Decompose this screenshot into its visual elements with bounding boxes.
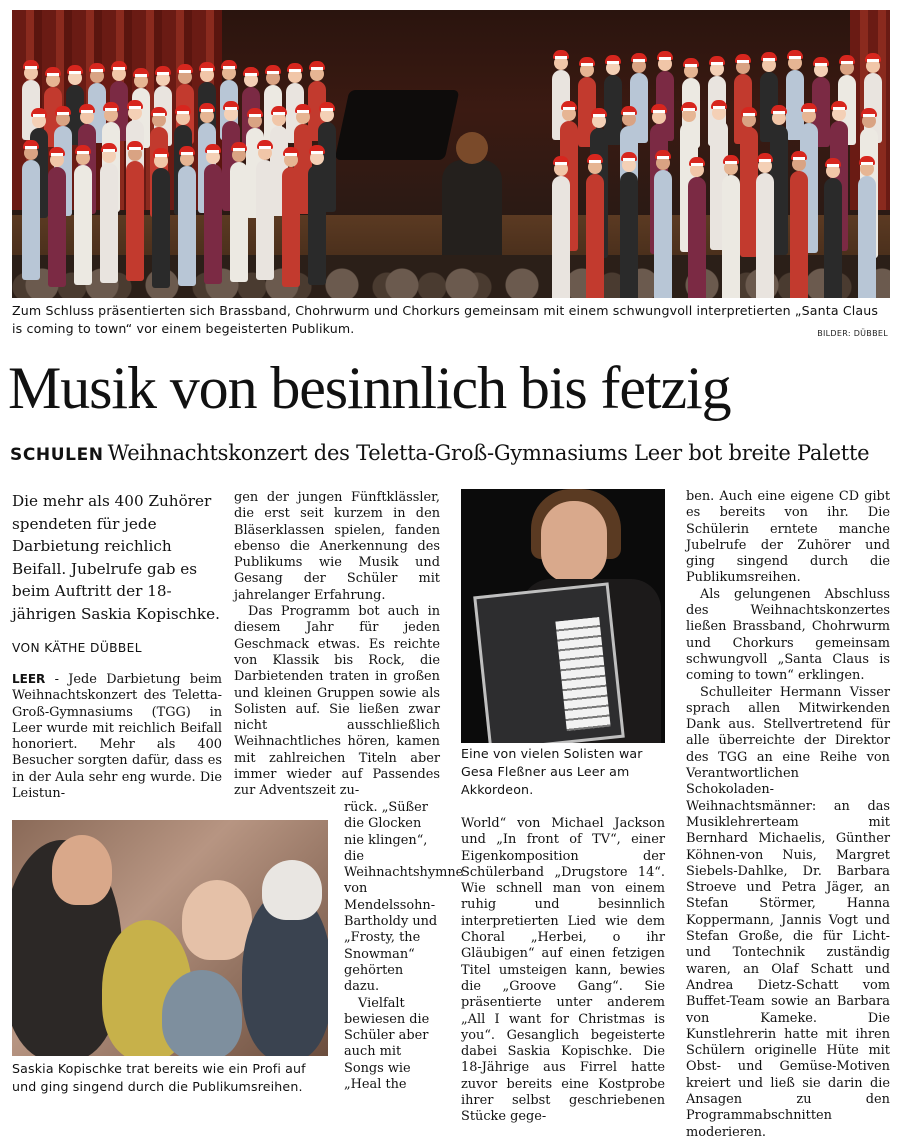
santa-hat-icon [791,151,807,160]
dateline-place: LEER [12,672,46,686]
subhead-text: Weihnachtskonzert des Teletta-Groß-Gymnasiums Leer bot breite Palette [107,441,870,465]
santa-hat-icon [657,51,673,60]
santa-hat-icon [67,65,83,74]
santa-hat-icon [231,142,247,151]
choir-singer [100,163,118,283]
santa-hat-icon [801,103,817,112]
article-column-2-continued [344,800,464,1093]
santa-hat-icon [199,103,215,112]
santa-hat-icon [49,147,65,156]
choir-singer [48,167,66,287]
santa-hat-icon [75,145,91,154]
santa-hat-icon [709,56,725,65]
grand-piano [335,90,460,160]
choir-singer [152,168,170,288]
santa-hat-icon [103,102,119,111]
column-2-paragraph-2: Das Programm bot auch in diesem Jahr für jeden Geschmack etwas. Es reichte von Klassik bis Rock, die Darbietenden traten in großen und kleinen Gruppen sowie als Solisten auf. Sie ließen zwar nicht ausschließlich Weihnachtliches hören, kamen mit zahlreichen Titeln aber immer wieder auf Passendes zur Adventszeit zu- [234,604,440,799]
column-4-paragraph-1: ben. Auch eine eigene CD gibt es bereits von ihr. Die Schülerin erntete manche Jubelrufe der Zuhörer und ging singend durch die Publikumsreihen. [686,489,890,586]
column-3-text: World“ von Michael Jackson und „In front of TV“, einer Eigenkomposition der Schülerband „Drugstore 14“. Wie schnell man von einem ruhig und besinnlich interpretierten Lied wie dem Choral „Herbei, o ihr Gläubigen“ auf einen fetzigen Titel umsteigen kann, bewies die „Groove Gang“. Sie präsentierte unter anderem „All I want for Christmas is you“. Gesanglich begeisterte dabei Saskia Kopischke. Die 18-Jährige aus Firrel hatte zuvor bereits eine Kostprobe ihrer selbst geschriebenen Stücke gege- [461,816,665,1125]
choir-singer [756,173,774,298]
santa-hat-icon [741,107,757,116]
choir-singer [308,165,326,285]
santa-hat-icon [683,58,699,67]
santa-hat-icon [553,156,569,165]
santa-hat-icon [621,106,637,115]
article-headline: Musik von besinnlich bis fetzig [8,355,731,421]
santa-hat-icon [23,60,39,69]
santa-hat-icon [631,53,647,62]
santa-hat-icon [101,143,117,152]
santa-hat-icon [127,100,143,109]
choir-singer [178,166,196,286]
santa-hat-icon [735,54,751,63]
santa-hat-icon [133,68,149,77]
santa-hat-icon [31,108,47,117]
santa-hat-icon [199,62,215,71]
santa-hat-icon [153,148,169,157]
santa-hat-icon [45,67,61,76]
choir-singer [620,172,638,298]
choir-singer [230,162,248,282]
santa-hat-icon [177,64,193,73]
choir-singer [654,170,672,298]
column-2-paragraph-1: gen der jungen Fünftklässler, die erst seit kurzem in den Bläserklassen spielen, fanden ebenso die Anerkennung des Publikums wie Musik und Gesang der Schüler mit jahrelanger Erfahrung. [234,490,440,603]
article-column-4 [686,489,890,1141]
choir-singer [256,160,274,280]
santa-hat-icon [257,140,273,149]
santa-hat-icon [155,66,171,75]
choir-singer [824,178,842,298]
santa-hat-icon [787,50,803,59]
singer-face [52,835,112,905]
audience-singer-photo [12,820,328,1056]
choir-singer [204,164,222,284]
santa-hat-icon [813,57,829,66]
santa-hat-icon [319,102,335,111]
subhead-kicker: SCHULEN [10,445,104,465]
choir-singer [688,177,706,298]
santa-hat-icon [831,101,847,110]
article-subhead [10,437,894,471]
photo-credit: BILDER: DÜBBEL [817,329,888,338]
santa-hat-icon [175,105,191,114]
santa-hat-icon [243,67,259,76]
accordion-soloist-photo [461,489,665,743]
santa-hat-icon [839,55,855,64]
article-byline: VON KÄTHE DÜBBEL [12,641,142,655]
santa-hat-icon [271,106,287,115]
choir-singer [74,165,92,285]
santa-hat-icon [651,104,667,113]
santa-hat-icon [79,104,95,113]
audience-photo-caption: Saskia Kopischke trat bereits wie ein Profi auf und ging singend durch die Publikumsreihen. [12,1061,306,1094]
choir-singer [552,176,570,298]
santa-hat-icon [179,146,195,155]
santa-hat-icon [309,145,325,154]
article-column-1 [12,671,222,802]
article-intro: Die mehr als 400 Zuhörer spendeten für jede Darbietung reichlich Beifall. Jubelrufe gab es beim Auftritt der 18-jährigen Saskia Kopischke. [12,492,220,623]
santa-hat-icon [579,57,595,66]
column-1-text: - Jede Darbietung beim Weihnachtskonzert des Teletta-Groß-Gymnasiums (TGG) in Leer wurde mit reichlich Beifall honoriert. Mehr als 400 Besucher sorgten dafür, dass es in der Aula sehr eng wurde. Die Leistun- [12,672,222,802]
santa-hat-icon [825,158,841,167]
santa-hat-icon [89,63,105,72]
article-column-3 [461,816,665,1126]
choir-singer [126,161,144,281]
santa-hat-icon [247,108,263,117]
santa-hat-icon [55,106,71,115]
choir-singer [282,167,300,287]
santa-hat-icon [689,157,705,166]
santa-hat-icon [265,65,281,74]
santa-hat-icon [723,155,739,164]
choir-singer [22,160,40,280]
soloist-face [541,501,607,583]
audience-member [162,970,242,1056]
column-4-paragraph-3: Schulleiter Hermann Visser sprach allen Mitwirkenden Dank aus. Stellvertretend für alle überreichte der Direktor des TGG an eine Reihe von Verantwortlichen Schokoladen-Weihnachtsmänner: an das Musiklehrerteam mit Bernhard Michaelis, Günther Köhnen-von Nuis, Margret Siebels-Dahlke, Dr. Barbara Stroeve und Petra Jäger, an Stefan Störmer, Hanna Koppermann, Jannis Vogt und Stefan Große, die für Licht- und Tontechnik zuständig waren, an Olaf Schatt und Andrea Dietz-Schatt vom Buffet-Team sowie an Barbara von Kameke. Die Kunstlehrerin hatte mit ihren Schülern originelle Hüte mit Obst- und Gemüse-Motiven kreiert und ließ sie darin die Ansagen zu den Programmabschnitten moderieren. [686,684,890,1140]
santa-hat-icon [23,140,39,149]
audience-member [182,880,252,960]
santa-hat-icon [605,55,621,64]
santa-hat-icon [283,147,299,156]
santa-hat-icon [111,61,127,70]
santa-hat-icon [681,102,697,111]
santa-hat-icon [761,52,777,61]
concert-stage-photo [12,10,890,298]
choir-singer [722,175,740,298]
santa-hat-icon [711,100,727,109]
santa-hat-icon [757,153,773,162]
santa-hat-icon [205,144,221,153]
santa-hat-icon [621,152,637,161]
column-2b-paragraph-2: Vielfalt bewiesen die Schüler aber auch mit Songs wie „Heal the [344,995,430,1093]
choir-singer [858,176,876,298]
santa-hat-icon [591,108,607,117]
column-4-paragraph-2: Als gelungenen Abschluss des Weihnachtskonzertes ließen Brassband, Chohrwurm und Chorkurs gemeinsam schwungvoll „Santa Claus is coming to town“ erklingen. [686,586,890,684]
santa-hat-icon [859,156,875,165]
article-column-2 [234,490,440,800]
column-2b-paragraph-1: rück. „Süßer die Glocken nie klingen“, die Weihnachtshymne von Mendelssohn-Bartholdy und „Frosty, the Snowman“ gehörten dazu. [344,800,464,995]
santa-hat-icon [655,150,671,159]
santa-hat-icon [309,61,325,70]
santa-hat-icon [771,105,787,114]
choir-singer [790,171,808,298]
santa-hat-icon [295,104,311,113]
santa-hat-icon [861,108,877,117]
santa-hat-icon [127,141,143,150]
santa-hat-icon [223,101,239,110]
choir-singer [586,174,604,298]
santa-hat-icon [221,60,237,69]
santa-hat-icon [561,101,577,110]
santa-hat-icon [553,50,569,59]
top-photo-caption: Zum Schluss präsentierten sich Brassband, Chohrwurm und Chorkurs gemeinsam mit einem schwungvoll interpretierten „Santa Claus is coming to town“ vor einem begeisterten Publikum. [12,303,879,336]
santa-hat-icon [865,53,881,62]
santa-hat-icon [151,107,167,116]
audience-member [262,860,322,920]
santa-hat-icon [287,63,303,72]
santa-hat-icon [587,154,603,163]
accordion-photo-caption: Eine von vielen Solisten war Gesa Fleßner aus Leer am Akkordeon. [461,746,643,797]
